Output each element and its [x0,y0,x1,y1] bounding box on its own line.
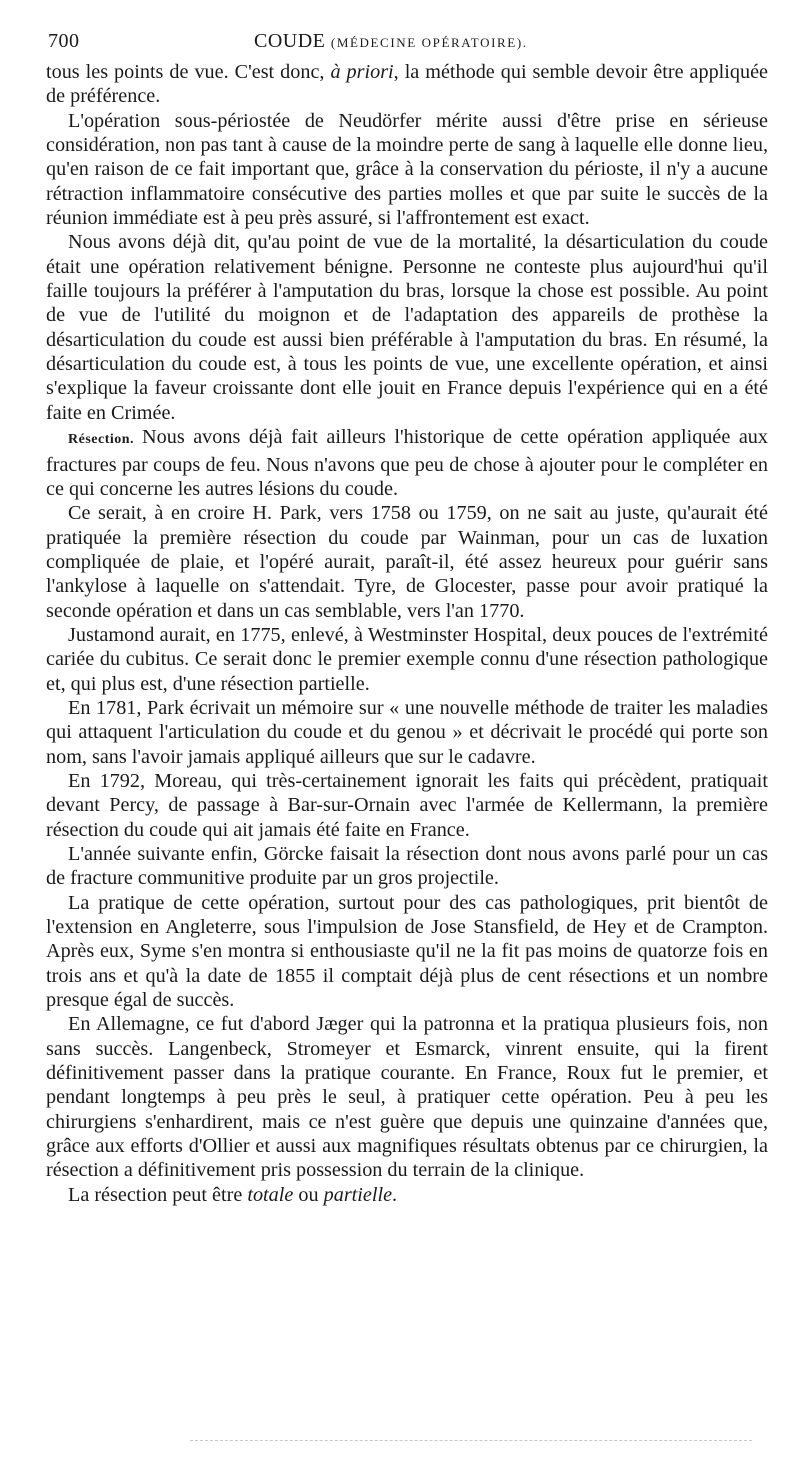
text-run: L'opération sous-périostée de Neudörfer mérite aussi d'être prise en sérieuse considération, non pas tant à cause de la moindre perte de sang à laquelle elle donne lieu, qu'en raison de ce fait important que, grâce à la conservation du périoste, il n'y a aucune rétraction inflammatoire consécutive des parties molles et que par suite le succès de la réunion immédiate est à peu près assuré, si l'affrontement est exact. [46,109,768,230]
paragraph [46,501,768,623]
running-header [46,26,768,60]
paragraph [46,623,768,696]
paragraph [46,769,768,842]
page-number: 700 [48,30,80,52]
text-run: L'année suivante enfin, Görcke faisait la résection dont nous avons parlé pour un cas de fracture communitive produite par un gros projectile. [46,843,768,890]
paragraph [46,230,768,425]
text-run: La pratique de cette opération, surtout pour des cas pathologiques, prit bientôt de l'extension en Angleterre, sous l'impulsion de Jose Stansfield, de Hey et de Crampton. Après eux, Syme s'en montra si enthousiaste qu'il ne la fit pas moins de quatorze fois en trois ans et qu'à la date de 1855 il comptait déjà plus de cent résections et un nombre presque égal de succès. [46,891,768,1012]
text-run: ou [293,1183,324,1206]
text-run: , la méthode qui semble devoir être appliquée de préférence. [46,61,769,108]
text-run: tous les points de vue. C'est donc, [46,61,331,83]
body-text [46,60,768,1207]
running-title-subtitle: (MÉDECINE OPÉRATOIRE). [330,35,528,50]
text-run: Nous avons déjà dit, qu'au point de vue de la mortalité, la désarticulation du coude était une opération relativement bénigne. Personne ne conteste plus aujourd'hui qu'il faille toujours la préférer à l'amputation du bras, lorsque la chose est possible. Au point de vue de l'utilité du moignon et de l'adaptation des appareils de prothèse la désarticulation du coude est aussi bien préférable à l'amputation du bras. En résumé, la désarticulation du coude est, à tous les points de vue, une excellente opération, et ainsi s'explique la faveur croissante dont elle jouit en France depuis l'expérience qui en a été faite en Crimée. [46,231,768,424]
italic-run: totale [247,1183,294,1206]
paragraph [46,696,768,769]
paragraph [46,60,768,109]
italic-run: partielle [323,1183,393,1206]
text-run: En 1781, Park écrivait un mémoire sur « une nouvelle méthode de traiter les maladies qui attaquent l'articulation du coude et du genou » et décrivait le procédé qui porte son nom, sans l'avoir jamais appliqué ailleurs que sur le cadavre. [46,696,768,768]
text-run: En 1792, Moreau, qui très-certainement ignorait les faits qui précèdent, pratiquait devant Percy, de passage à Bar-sur-Ornain avec l'armée de Kellermann, la première résection du coude qui ait jamais été faite en France. [46,769,768,841]
text-run: . [392,1183,398,1206]
text-run: Ce serait, à en croire H. Park, vers 1758 ou 1759, on ne sait au juste, qu'aurait été pratiquée la première résection du coude par Wainman, pour un cas de luxation compliquée de plaie, et l'opéré aurait, paraît-il, été assez heureux pour guérir sans l'ankylose à laquelle on s'attendait. Tyre, de Glocester, passe pour avoir pratiqué la seconde opération et dans un cas semblable, vers l'an 1770. [46,502,768,622]
section-lead-label: Résection. [68,432,135,448]
paragraph [46,1183,768,1207]
running-title [254,30,528,53]
running-title-main: COUDE [254,30,326,52]
italic-run: à priori [330,61,394,83]
text-run: Justamond aurait, en 1775, enlevé, à Westminster Hospital, deux pouces de l'extrémité cariée du cubitus. Ce serait donc le premier exemple connu d'une résection pathologique et, qui plus est, d'une résection partielle. [46,623,768,695]
page [46,26,768,1207]
paragraph [46,891,768,1013]
paragraph [46,1012,768,1182]
text-run: En Allemagne, ce fut d'abord Jæger qui la patronna et la pratiqua plusieurs fois, non sans succès. Langenbeck, Stromeyer et Esmarck, vinrent ensuite, qui la firent définitivement passer dans la pratique courante. En France, Roux fut le premier, et pendant longtemps à peu près le seul, à pratiquer cette opération. Peu à peu les chirurgiens s'enhardirent, mais ce n'est guère que depuis une quinzaine d'années que, grâce aux efforts d'Ollier et aussi aux magnifiques résultats obtenus par ce chirurgien, la résection a définitivement pris possession du terrain de la clinique. [46,1013,768,1182]
paragraph [46,842,768,891]
paragraph [46,109,768,231]
text-run: La résection peut être [68,1183,248,1206]
paragraph [46,425,768,501]
text-run: Nous avons déjà fait ailleurs l'historique de cette opération appliquée aux fractures par coups de feu. Nous n'avons que peu de chose à ajouter pour le compléter en ce qui concerne les autres lésions du coude. [46,426,768,500]
footer-rule [190,1440,752,1441]
